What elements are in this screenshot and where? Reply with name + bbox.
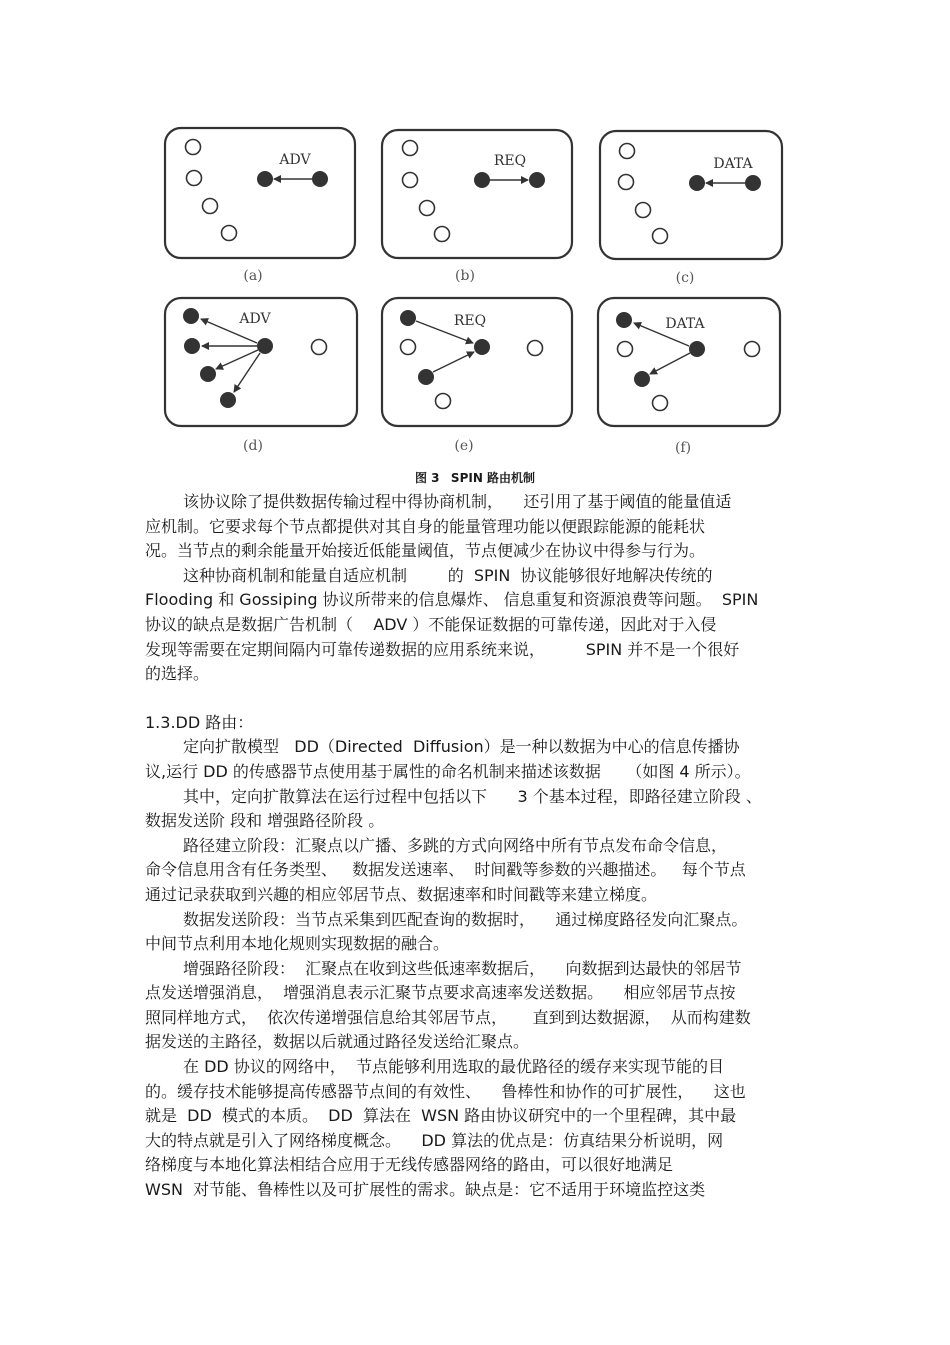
panel-a xyxy=(165,128,355,284)
active-node xyxy=(184,338,200,354)
paragraph: 其中，定向扩散算法在运行过程中包括以下 3 个基本过程，即路径建立阶段 、 数据发送阶 段和 增强路径阶段 。 xyxy=(145,786,762,831)
body-text xyxy=(145,490,815,1203)
figure-title: SPIN 路由机制 xyxy=(450,471,536,485)
sensor-node xyxy=(312,340,327,355)
active-node xyxy=(689,341,705,357)
sensor-node xyxy=(436,394,451,409)
sensor-node xyxy=(636,203,651,218)
panel-label: (f) xyxy=(674,440,692,456)
sensor-node xyxy=(619,175,634,190)
message-tag: DATA xyxy=(665,316,705,332)
figure-caption xyxy=(0,469,950,486)
sensor-node xyxy=(620,144,635,159)
active-node xyxy=(616,312,632,328)
figure-number: 图 3 xyxy=(414,471,440,485)
sensor-node xyxy=(403,141,418,156)
panel-label: (c) xyxy=(675,270,695,286)
sensor-node xyxy=(186,140,201,155)
panel-label: (d) xyxy=(243,438,263,454)
paragraph-gap xyxy=(145,687,815,711)
sensor-node xyxy=(653,396,668,411)
sensor-node xyxy=(401,340,416,355)
paragraph: 路径建立阶段：汇聚点以广播、多跳的方式向网络中所有节点发布命令信息， 命令信息用含有任务类型、 数据发送速率、 时间戳等参数的兴趣描述。 每个节点 通过记录获取到兴趣的相应邻居节点、数据速率和时间戳等来建立梯度。 xyxy=(145,835,746,904)
active-node xyxy=(745,175,761,191)
paragraph: 数据发送阶段：当节点采集到匹配查询的数据时， 通过梯度路径发向汇聚点。 中间节点利用本地化规则实现数据的融合。 xyxy=(145,909,748,954)
active-node xyxy=(312,171,328,187)
sensor-node xyxy=(203,199,218,214)
sensor-node xyxy=(420,201,435,216)
message-arrow xyxy=(650,353,690,374)
sensor-node xyxy=(618,342,633,357)
sensor-node xyxy=(435,227,450,242)
message-tag: REQ xyxy=(453,313,487,329)
paragraph: 定向扩散模型 DD（Directed Diffusion）是一种以数据为中心的信息传播协 议,运行 DD 的传感器节点使用基于属性的命名机制来描述该数据 （如图 4 所示）。 xyxy=(145,737,751,781)
panel-label: (b) xyxy=(455,268,475,284)
sensor-node xyxy=(528,341,543,356)
panel-f xyxy=(598,298,780,456)
active-node xyxy=(634,371,650,387)
paragraph: 这种协商机制和能量自适应机制 的 SPIN 协议能够很好地解决传统的 Flooding 和 Gossiping 协议所带来的信息爆炸、 信息重复和资源浪费等问题。 SPIN 协议的缺点是数据广告机制（ ADV ）不能保证数据的可靠传递，因此对于入侵 发现等需要在定期间隔内可靠传递数据的应用系统来说， SPIN 并不是一个很好 的选择。 xyxy=(145,565,759,684)
paragraph: 该协议除了提供数据传输过程中得协商机制， 还引用了基于阈值的能量值适 应机制。它要求每个节点都提供对其自身的能量管理功能以便跟踪能源的能耗状 况。当节点的剩余能量开始接近低能量阈值，节点便减少在协议中得参与行为。 xyxy=(145,492,732,561)
spin-routing-figure xyxy=(150,118,800,468)
message-tag: REQ xyxy=(493,153,527,169)
active-node xyxy=(529,172,545,188)
active-node xyxy=(257,338,273,354)
sensor-node xyxy=(745,342,760,357)
active-node xyxy=(474,339,490,355)
message-arrow xyxy=(433,352,474,372)
active-node xyxy=(200,366,216,382)
panel-e xyxy=(382,298,572,454)
sensor-node xyxy=(222,226,237,241)
panel-b xyxy=(382,130,572,284)
paragraph: 在 DD 协议的网络中， 节点能够利用选取的最优路径的缓存来实现节能的目 的。缓存技术能够提高传感器节点间的有效性、 鲁棒性和协作的可扩展性， 这也 就是 DD 模式的本质。 DD 算法在 WSN 路由协议研究中的一个里程碑，其中最 大的特点就是引入了网络梯度概念。 DD 算法的优点是：仿真结果分析说明，网 络梯度与本地化算法相结合应用于无线传感器网络的路由，可以很好地满足 WSN 对节能、鲁棒性以及可扩展性的需求。缺点是：它不适用于环境监控这类 xyxy=(145,1057,746,1200)
panel-label: (e) xyxy=(454,438,474,454)
message-tag: ADV xyxy=(239,311,271,327)
panel-c xyxy=(600,131,782,286)
active-node xyxy=(183,308,199,324)
active-node xyxy=(220,392,236,408)
active-node xyxy=(418,369,434,385)
active-node xyxy=(474,172,490,188)
message-tag: ADV xyxy=(279,152,311,168)
sensor-node xyxy=(653,229,668,244)
panel-d xyxy=(165,298,357,454)
active-node xyxy=(689,175,705,191)
paragraph: 增强路径阶段： 汇聚点在收到这些低速率数据后， 向数据到达最快的邻居节 点发送增强消息， 增强消息表示汇聚节点要求高速率发送数据。 相应邻居节点按 照同样地方式， 依次传递增强信息给其邻居节点， 直到到达数据源， 从而构建数 据发送的主路径，数据以后就通过路径发送给汇聚点。 xyxy=(145,958,751,1052)
panel-label: (a) xyxy=(243,268,263,284)
active-node xyxy=(257,171,273,187)
sensor-node xyxy=(403,173,418,188)
active-node xyxy=(400,310,416,326)
section-heading: 1.3.DD 路由： xyxy=(145,712,254,732)
sensor-node xyxy=(187,171,202,186)
message-tag: DATA xyxy=(713,156,753,172)
